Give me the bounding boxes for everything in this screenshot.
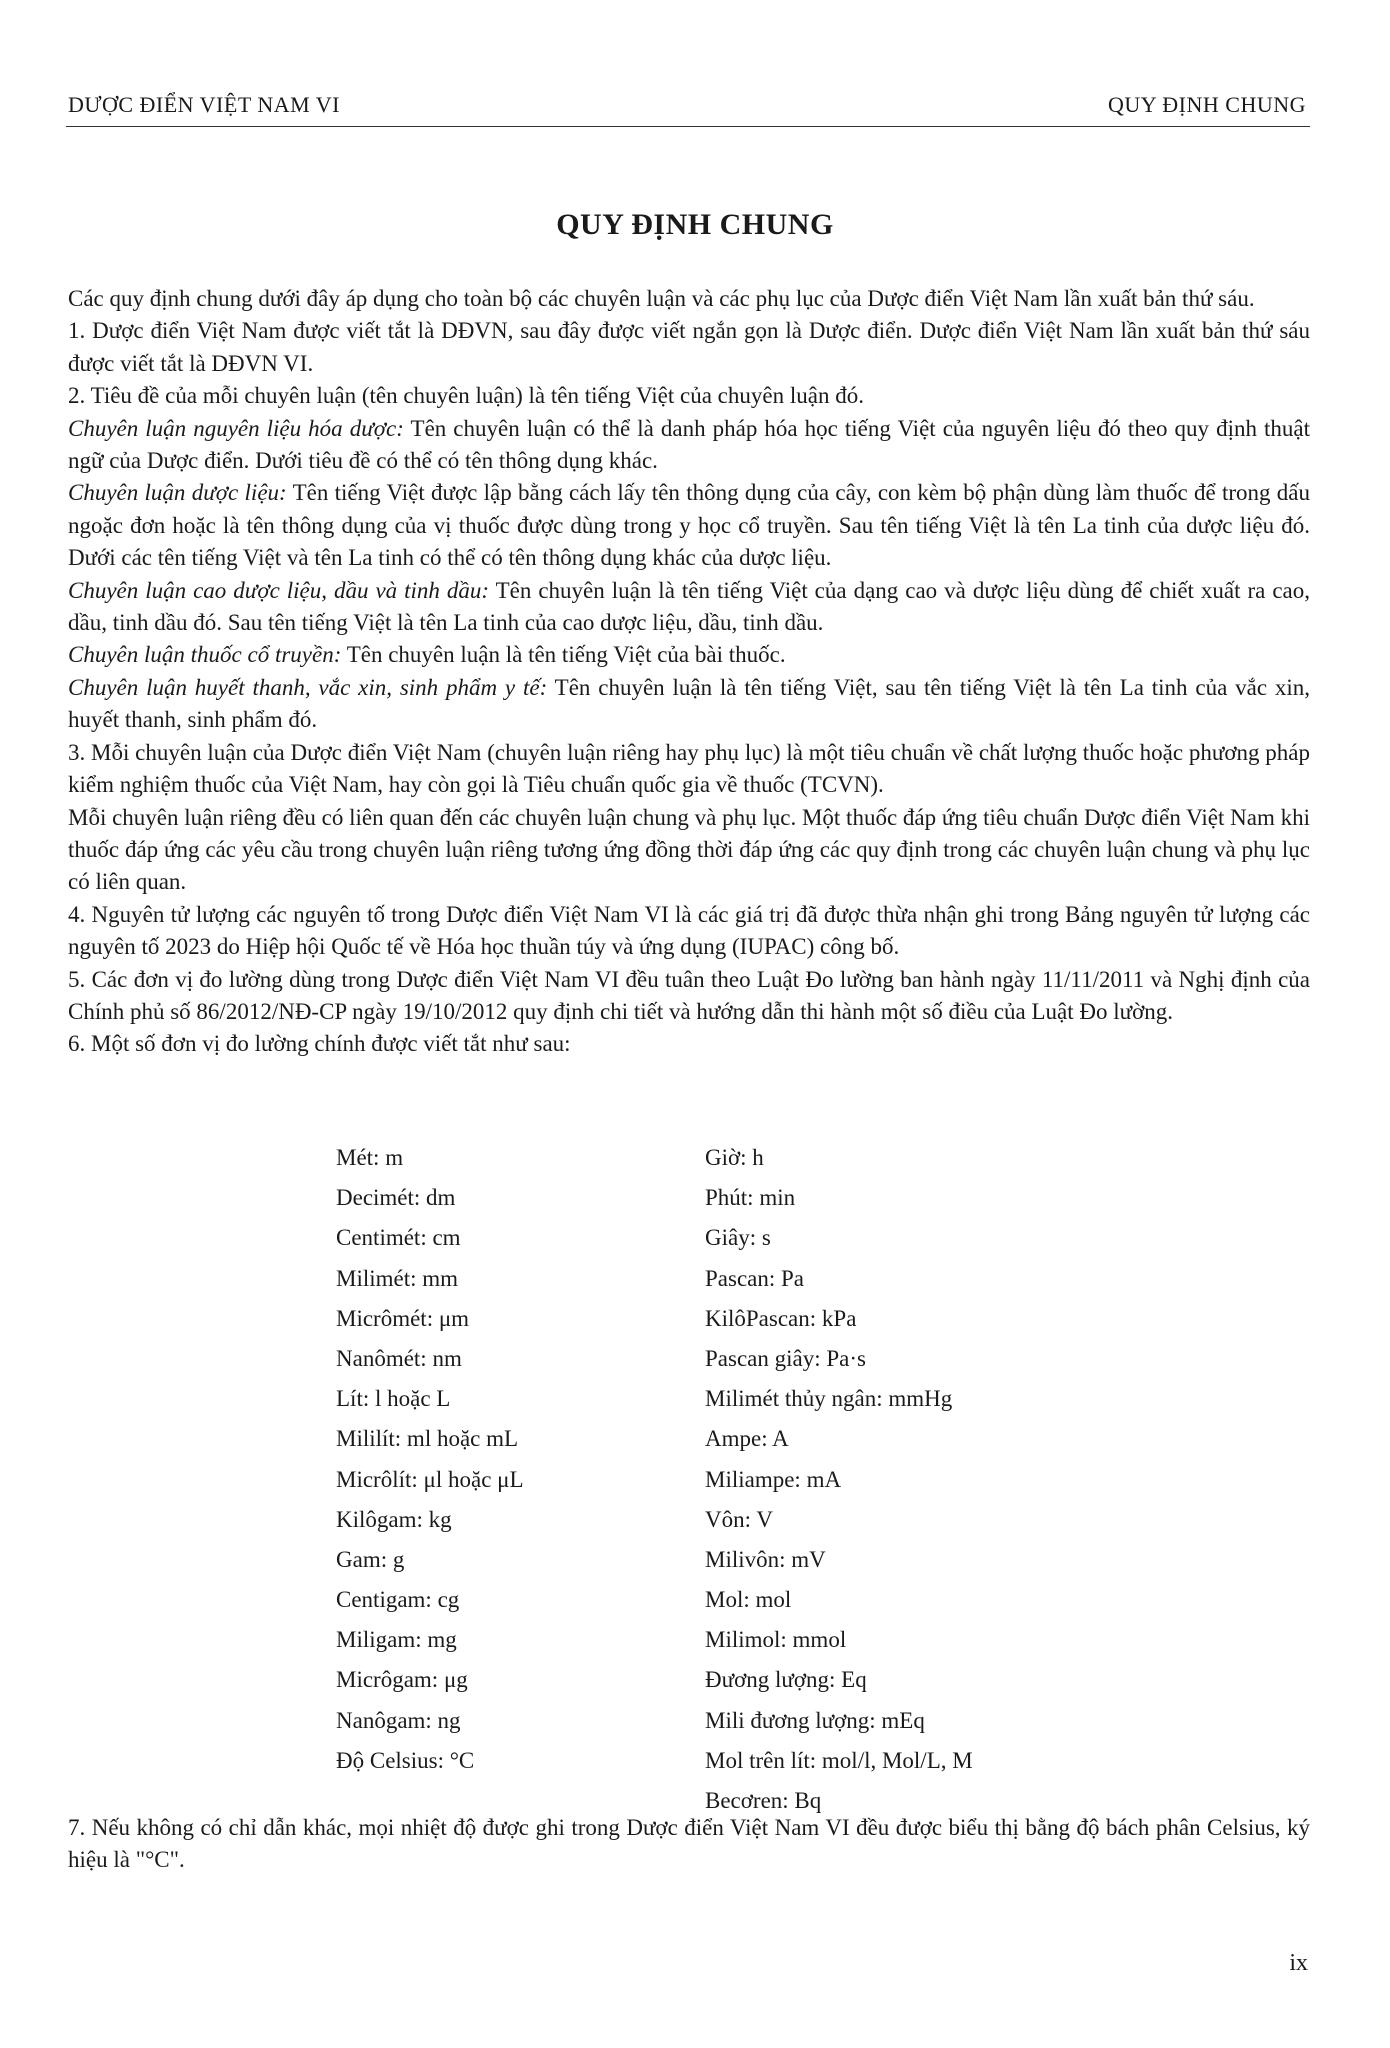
unit-item: Miligam: mg bbox=[336, 1627, 457, 1653]
unit-item: Milimét thủy ngân: mmHg bbox=[705, 1386, 953, 1412]
unit-item: Becơren: Bq bbox=[705, 1788, 822, 1813]
clause-2-extract-label: Chuyên luận cao dược liệu, dầu và tinh dầu: bbox=[68, 577, 490, 603]
unit-item: Ampe: A bbox=[705, 1426, 789, 1452]
page-title: QUY ĐỊNH CHUNG bbox=[556, 208, 834, 241]
units-column-left bbox=[336, 1138, 524, 1781]
clause-2-biological bbox=[68, 672, 1310, 737]
clause-2-biological-label: Chuyên luận huyết thanh, vắc xin, sinh phẩm y tế: bbox=[68, 674, 548, 700]
unit-item: Giờ: h bbox=[705, 1145, 764, 1170]
unit-item: KilôPascan: kPa bbox=[705, 1305, 857, 1331]
unit-item: Miliampe: mA bbox=[705, 1466, 842, 1492]
clause-2-chemical-label: Chuyên luận nguyên liệu hóa dược: bbox=[68, 415, 404, 441]
unit-item: Milimol: mmol bbox=[705, 1627, 847, 1653]
unit-item: Milivôn: mV bbox=[705, 1546, 826, 1572]
unit-item: Mili đương lượng: mEq bbox=[705, 1707, 925, 1733]
clause-6: 6. Một số đơn vị đo lường chính được viết tắt như sau: bbox=[68, 1031, 571, 1057]
clause-2-herbal-text: Tên tiếng Việt được lập bằng cách lấy tên thông dụng của cây, con kèm bộ phận dùng làm thuốc để trong dấu ngoặc đơn hoặc là tên thông dụng của vị thuốc được dùng trong y học cổ truyền. Sau tên tiếng Việt là tên La tinh của dược liệu đó. Dưới các tên tiếng Việt và tên La tinh có thể có tên thông dụng khác của dược liệu. bbox=[68, 480, 1311, 571]
unit-item: Mol trên lít: mol/l, Mol/L, M bbox=[705, 1747, 973, 1773]
unit-item: Lít: l hoặc L bbox=[336, 1386, 451, 1412]
unit-item: Micrômét: μm bbox=[336, 1305, 470, 1331]
unit-item: Milimét: mm bbox=[336, 1265, 459, 1291]
unit-item: Pascan: Pa bbox=[705, 1265, 805, 1291]
header-divider bbox=[66, 126, 1310, 127]
clause-1: 1. Dược điển Việt Nam được viết tắt là DĐVN, sau đây được viết ngắn gọn là Dược điển. Dược điển Việt Nam lần xuất bản thứ sáu được viết tắt là DĐVN VI. bbox=[68, 318, 1310, 376]
running-header-left: DƯỢC ĐIỂN VIỆT NAM VI bbox=[68, 92, 341, 117]
clause-2-herbal bbox=[68, 477, 1310, 574]
unit-item: Mililít: ml hoặc mL bbox=[336, 1426, 519, 1452]
clause-5: 5. Các đơn vị đo lường dùng trong Dược điển Việt Nam VI đều tuân theo Luật Đo lường ban hành ngày 11/11/2011 và Nghị định của Chính phủ số 86/2012/NĐ-CP ngày 19/10/2012 quy định chi tiết và hướng dẫn thi hành một số điều của Luật Đo lường. bbox=[68, 966, 1310, 1024]
clause-4: 4. Nguyên tử lượng các nguyên tố trong Dược điển Việt Nam VI là các giá trị đã được thừa nhận ghi trong Bảng nguyên tử lượng các nguyên tố 2023 do Hiệp hội Quốc tế về Hóa học thuần túy và ứng dụng (IUPAC) công bố. bbox=[68, 901, 1310, 960]
clause-2-traditional bbox=[68, 639, 1310, 671]
clause-3: 3. Mỗi chuyên luận của Dược điển Việt Nam (chuyên luận riêng hay phụ lục) là một tiêu chuẩn về chất lượng thuốc hoặc phương pháp kiểm nghiệm thuốc của Việt Nam, hay còn gọi là Tiêu chuẩn quốc gia về thuốc (TCVN). bbox=[68, 739, 1310, 798]
clause-2-traditional-text: Tên chuyên luận là tên tiếng Việt của bài thuốc. bbox=[341, 642, 786, 668]
unit-item: Mét: m bbox=[336, 1145, 404, 1170]
unit-item: Decimét: dm bbox=[336, 1185, 456, 1211]
unit-item: Micrôgam: μg bbox=[336, 1667, 468, 1693]
running-header-right: QUY ĐỊNH CHUNG bbox=[1107, 92, 1306, 117]
clause-2-herbal-label: Chuyên luận dược liệu: bbox=[68, 480, 287, 506]
clause-2: 2. Tiêu đề của mỗi chuyên luận (tên chuyên luận) là tên tiếng Việt của chuyên luận đó. bbox=[68, 383, 864, 409]
clause-2-extract-text: Tên chuyên luận là tên tiếng Việt của dạng cao và dược liệu dùng để chiết xuất ra cao, dầu, tinh dầu đó. Sau tên tiếng Việt là tên La tinh của cao dược liệu, dầu, tinh dầu. bbox=[68, 577, 1310, 636]
unit-item: Pascan giây: Pa·s bbox=[705, 1345, 866, 1371]
intro-paragraph: Các quy định chung dưới đây áp dụng cho toàn bộ các chuyên luận và các phụ lục của Dược điển Việt Nam lần xuất bản thứ sáu. bbox=[68, 286, 1255, 311]
unit-item: Vôn: V bbox=[705, 1506, 773, 1532]
unit-item: Centigam: cg bbox=[336, 1587, 460, 1613]
clause-2-biological-text: Tên chuyên luận là tên tiếng Việt, sau tên tiếng Việt là tên La tinh của vắc xin, huyết thanh, sinh phẩm đó. bbox=[68, 674, 1310, 733]
unit-item: Nanômét: nm bbox=[336, 1345, 462, 1371]
body-text bbox=[68, 283, 1310, 1061]
clause-3-continued: Mỗi chuyên luận riêng đều có liên quan đến các chuyên luận chung và phụ lục. Một thuốc đáp ứng tiêu chuẩn Dược điển Việt Nam khi thuốc đáp ứng các yêu cầu trong chuyên luận riêng tương ứng đồng thời đáp ứng các quy định trong các chuyên luận chung và phụ lục có liên quan. bbox=[68, 804, 1310, 895]
clause-2-chemical bbox=[68, 413, 1310, 478]
body-text-continued bbox=[68, 1812, 1310, 1877]
unit-item: Phút: min bbox=[705, 1185, 796, 1211]
unit-item: Giây: s bbox=[705, 1225, 771, 1251]
unit-item: Micrôlít: μl hoặc μL bbox=[336, 1466, 524, 1492]
unit-item: Gam: g bbox=[336, 1546, 405, 1572]
unit-item: Mol: mol bbox=[705, 1587, 792, 1613]
unit-item: Centimét: cm bbox=[336, 1225, 461, 1251]
clause-2-chemical-text: Tên chuyên luận có thể là danh pháp hóa học tiếng Việt của nguyên liệu đó theo quy định thuật ngữ của Dược điển. Dưới tiêu đề có thể có tên thông dụng khác. bbox=[68, 415, 1310, 474]
unit-item: Kilôgam: kg bbox=[336, 1506, 452, 1532]
clause-2-extract bbox=[68, 575, 1310, 640]
clause-2-traditional-label: Chuyên luận thuốc cổ truyền: bbox=[68, 642, 342, 668]
page-number: ix bbox=[1289, 1950, 1308, 1976]
unit-item: Đương lượng: Eq bbox=[705, 1667, 867, 1693]
unit-item: Nanôgam: ng bbox=[336, 1707, 461, 1733]
units-column-right bbox=[705, 1138, 973, 1821]
unit-item: Độ Celsius: °C bbox=[336, 1747, 475, 1773]
clause-7: 7. Nếu không có chỉ dẫn khác, mọi nhiệt độ được ghi trong Dược điển Việt Nam VI đều được biểu thị bằng độ bách phân Celsius, ký hiệu là "°C". bbox=[68, 1815, 1310, 1873]
